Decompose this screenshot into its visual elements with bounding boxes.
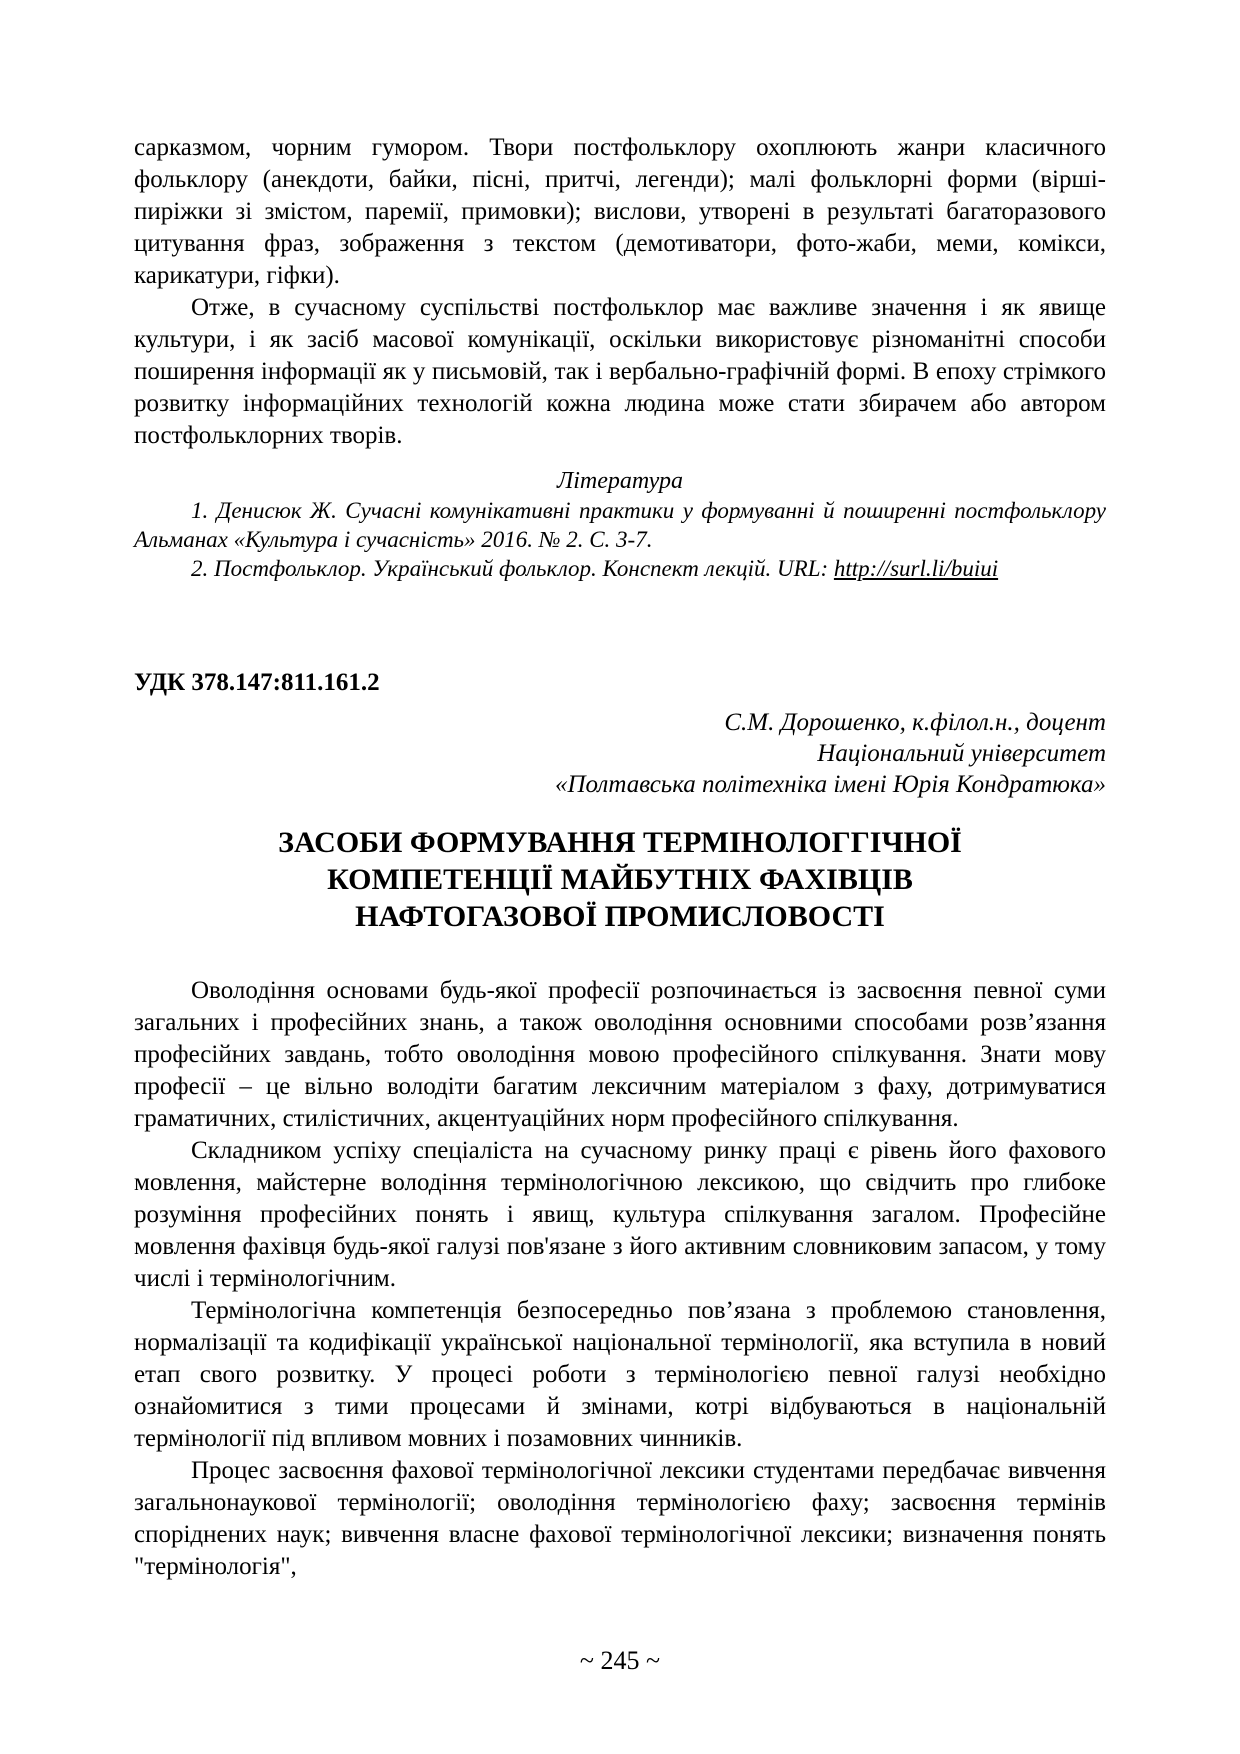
author-name-line: С.М. Дорошенко, к.філол.н., доцент	[724, 709, 1106, 736]
reference-url-link[interactable]: http://surl.li/buiui	[833, 556, 999, 581]
article-paragraph: Складником успіху спеціаліста на сучасному ринку праці є рівень його фахового мовлення, майстерне володіння термінологічною лексикою, що свідчить про глибоке розуміння професійних понять і явищ, культура спілкування загалом. Професійне мовлення фахівця будь-якої галузі пов'язане з його активним словниковим запасом, у тому числі і термінологічним.	[134, 1137, 1106, 1292]
reference-item-1: 1. Денисюк Ж. Сучасні комунікативні практики у формуванні й поширенні постфольклору Альманах «Культура і сучасність» 2016. № 2. С. 3-7.	[134, 498, 1106, 552]
prev-article-paragraph: Отже, в сучасному суспільстві постфольклор має важливе значення і як явище культури, і як засіб масової комунікації, оскільки використовує різноманітні способи поширення інформації як у письмовій, так і вербально-графічній формі. В епоху стрімкого розвитку інформаційних технологій кожна людина може стати збирачем або автором постфольклорних творів.	[134, 294, 1106, 449]
literature-heading: Література	[557, 468, 683, 494]
reference-item-2	[134, 554, 1106, 583]
reference-item-2-text: 2. Постфольклор. Український фольклор. Конспект лекцій. URL:	[191, 556, 834, 581]
author-block	[134, 707, 1106, 800]
article-title-line-1: ЗАСОБИ ФОРМУВАННЯ ТЕРМІНОЛОГГІЧНОЇ	[278, 826, 962, 859]
page-number: ~ 245 ~	[579, 1646, 661, 1675]
author-affiliation-line-2: «Полтавська політехніка імені Юрія Кондратюка»	[555, 771, 1106, 798]
article-title-line-2: КОМПЕТЕНЦІЇ МАЙБУТНІХ ФАХІВЦІВ	[327, 863, 913, 896]
prev-article-paragraph-continuation: сарказмом, чорним гумором. Твори постфольклору охоплюють жанри класичного фольклору (анекдоти, байки, пісні, притчі, легенди); малі фольклорні форми (вірші-пиріжки зі змістом, паремії, примовки); вислови, утворені в результаті багаторазового цитування фраз, зображення з текстом (демотиватори, фото-жаби, меми, комікси, карикатури, гіфки).	[134, 134, 1106, 289]
article-paragraph: Оволодіння основами будь-якої професії розпочинається із засвоєння певної суми загальних і професійних знань, а також оволодіння основними способами розв’язання професійних завдань, тобто оволодіння мовою професійного спілкування. Знати мову професії – це вільно володіти багатим лексичним матеріалом з фаху, дотримуватися граматичних, стилістичних, акцентуаційних норм професійного спілкування.	[134, 977, 1106, 1132]
udk-code: УДК 378.147:811.161.2	[134, 669, 380, 696]
author-affiliation-line-1: Національний університет	[817, 740, 1106, 767]
article-paragraph: Процес засвоєння фахової термінологічної лексики студентами передбачає вивчення загальнонаукової термінології; оволодіння термінологією фаху; засвоєння термінів споріднених наук; вивчення власне фахової термінологічної лексики; визначення понять "термінологія",	[134, 1457, 1106, 1580]
article-title	[134, 824, 1106, 935]
article-title-line-3: НАФТОГАЗОВОЇ ПРОМИСЛОВОСТІ	[355, 900, 885, 933]
article-paragraph: Термінологічна компетенція безпосередньо пов’язана з проблемою становлення, нормалізації та кодифікації української національної термінології, яка вступила в новий етап свого розвитку. У процесі роботи з термінологією певної галузі необхідно ознайомитися з тими процесами й змінами, котрі відбуваються в національній термінології під впливом мовних і позамовних чинників.	[134, 1297, 1106, 1452]
